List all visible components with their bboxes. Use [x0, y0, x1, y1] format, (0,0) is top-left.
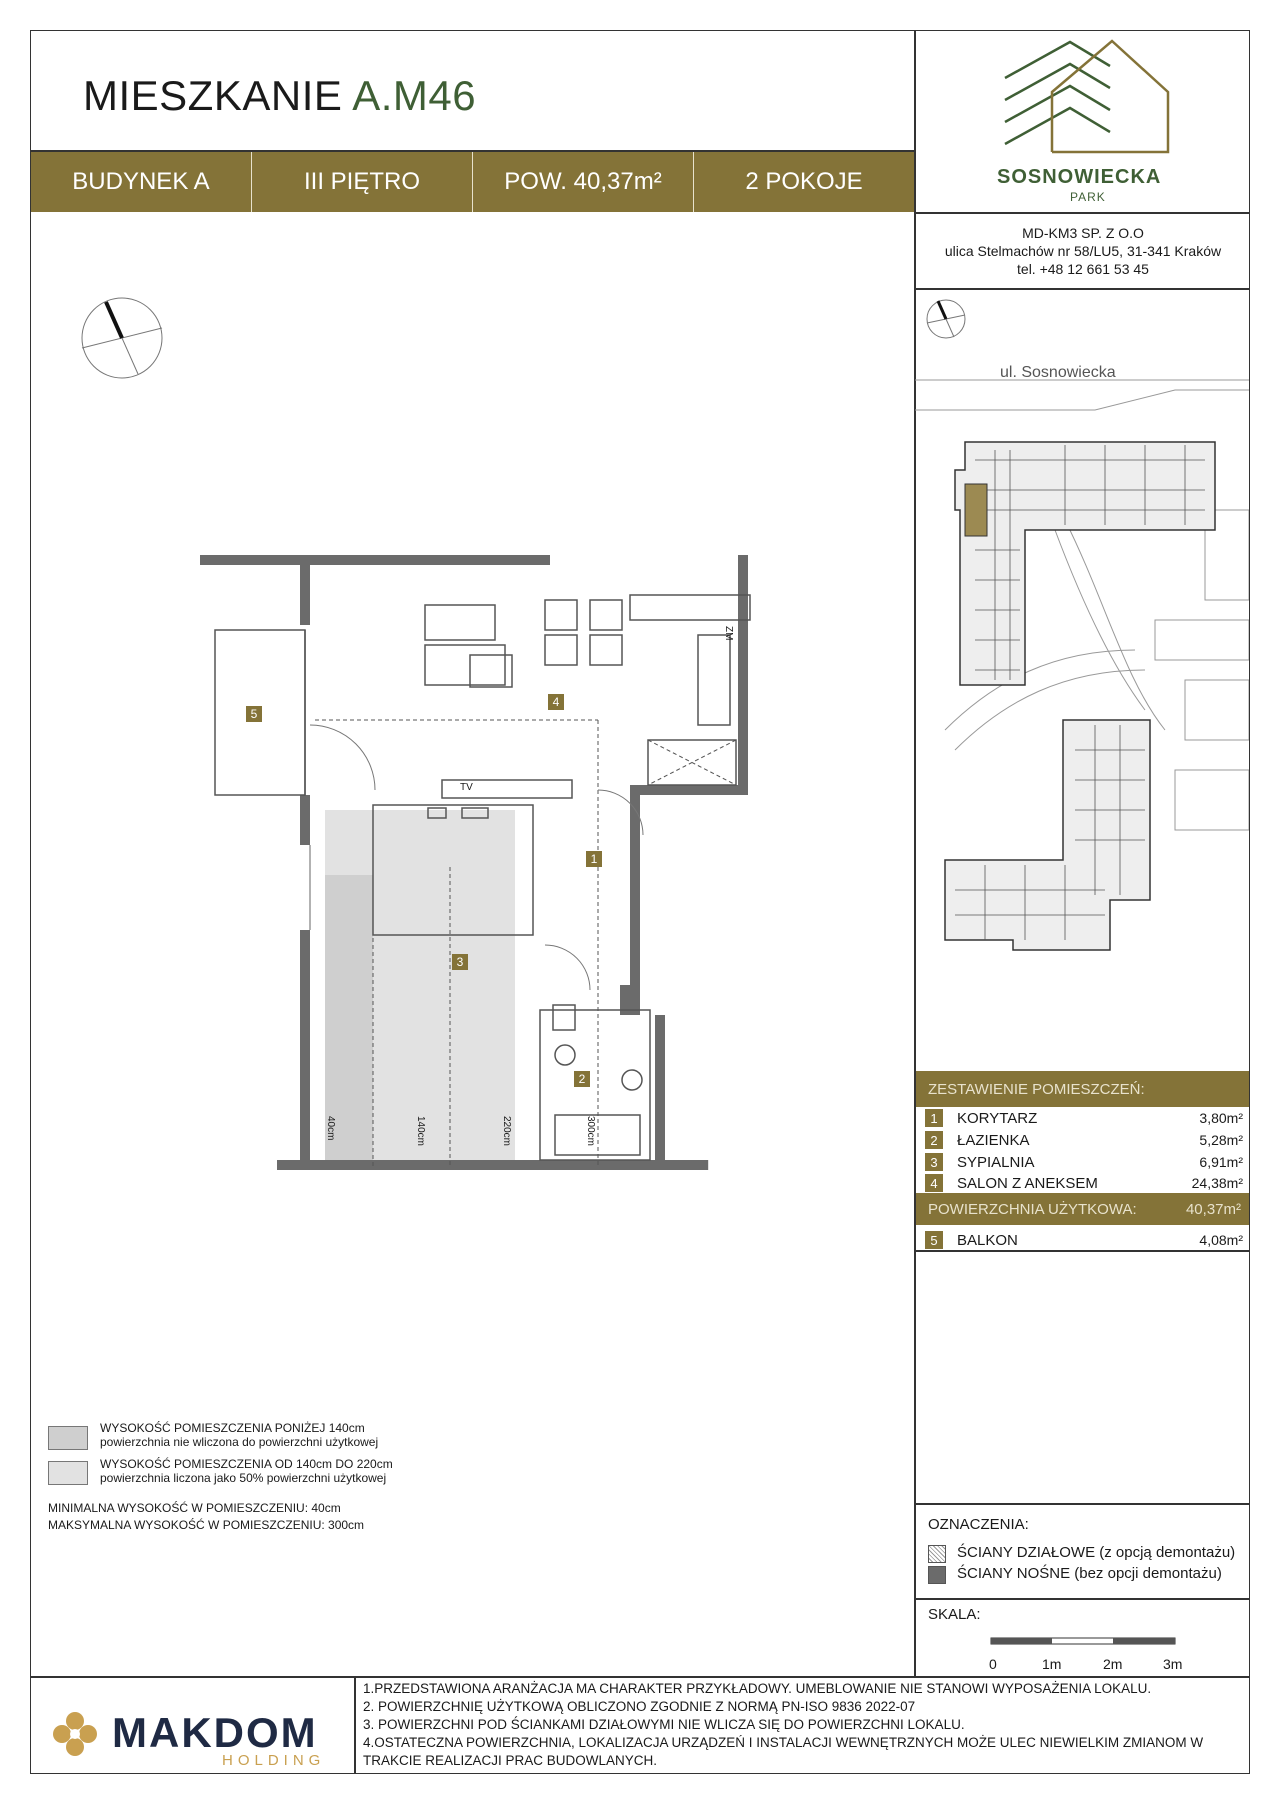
- row-num: 1: [925, 1109, 943, 1127]
- company-info: [916, 224, 1250, 278]
- row-num: 2: [925, 1131, 943, 1149]
- scale-label-2: 2m: [1103, 1656, 1123, 1672]
- company-address: ulica Stelmachów nr 58/LU5, 31-341 Kraków: [944, 243, 1222, 259]
- company-phone: tel. +48 12 661 53 45: [1017, 261, 1149, 277]
- row-name: SALON Z ANEKSEM: [957, 1174, 1098, 1192]
- table-bottom-rule: [914, 1250, 1250, 1252]
- row-area: 3,80m²: [1199, 1110, 1243, 1126]
- dim-140: 140cm: [415, 1116, 426, 1147]
- makdom-flower-icon: [52, 1711, 98, 1757]
- loadbearing-label: ŚCIANY NOŚNE (bez opcji demontażu): [957, 1565, 1222, 1582]
- apartment-info-bar: [31, 152, 914, 212]
- footer-rule: [30, 1676, 1250, 1678]
- row-num: 4: [925, 1174, 943, 1192]
- logo-sub: PARK: [1070, 190, 1106, 204]
- row-name: SYPIALNIA: [957, 1153, 1035, 1171]
- partition-label: ŚCIANY DZIAŁOWE (z opcją demontażu): [957, 1544, 1236, 1561]
- legend-mid-title: WYSOKOŚĆ POMIESZCZENIA OD 140cm DO 220cm: [100, 1457, 393, 1471]
- note-3: 3. POWIERZCHNI POD ŚCIANKAMI DZIAŁOWYMI NIE WLICZA SIĘ DO POWIERZCHNI LOKALU.: [363, 1717, 965, 1732]
- row-area: 6,91m²: [1199, 1154, 1243, 1170]
- table-row: [925, 1173, 1243, 1193]
- room-4-marker: 4: [548, 694, 564, 710]
- mid-height-zone: [373, 810, 515, 1165]
- room-2-marker: 2: [574, 1071, 590, 1087]
- row-area: 5,28m²: [1199, 1132, 1243, 1148]
- row-num: 3: [925, 1153, 943, 1171]
- floor-plan: [200, 555, 760, 1185]
- legend-mid-text: [100, 1457, 393, 1485]
- street-label: ul. Sosnowiecka: [1000, 364, 1116, 381]
- sosnowiecka-logo-icon: [1000, 38, 1170, 158]
- max-height: MAKSYMALNA WYSOKOŚĆ W POMIESZCZENIU: 300cm: [48, 1518, 365, 1532]
- dim-220: 220cm: [501, 1116, 512, 1147]
- rooms-table-header: ZESTAWIENIE POMIESZCZEŃ:: [916, 1071, 1249, 1107]
- room-1-marker: 1: [586, 851, 602, 867]
- rooms-label: 2 POKOJE: [745, 168, 863, 195]
- company-name: MD-KM3 SP. Z O.O: [1022, 225, 1144, 241]
- compass-icon: [80, 296, 164, 380]
- logo-rule: [914, 212, 1250, 214]
- markings-rule: [914, 1503, 1250, 1505]
- room-5-marker: 5: [246, 706, 262, 722]
- row-area: 24,38m²: [1191, 1175, 1243, 1191]
- page-title: [83, 72, 476, 120]
- company-rule: [914, 288, 1250, 290]
- row-num: 5: [925, 1231, 943, 1249]
- brand-sub: HOLDING: [222, 1752, 326, 1769]
- legend-low-text: [100, 1421, 378, 1449]
- brand-divider: [354, 1676, 356, 1774]
- loadbearing-swatch: [928, 1566, 946, 1584]
- room-3-marker: 3: [452, 954, 468, 970]
- area-label: POW. 40,37m²: [473, 152, 694, 212]
- scale-label-3: 3m: [1163, 1656, 1183, 1672]
- legend-mid-swatch: [48, 1461, 88, 1485]
- disclaimer-notes: [363, 1680, 1243, 1770]
- legend-low-title: WYSOKOŚĆ POMIESZCZENIA PONIŻEJ 140cm: [100, 1421, 365, 1435]
- table-row: [925, 1152, 1243, 1172]
- table-row: [925, 1230, 1243, 1250]
- row-name: ŁAZIENKA: [957, 1131, 1030, 1149]
- total-label: POWIERZCHNIA UŻYTKOWA:: [928, 1200, 1137, 1218]
- logo-name: SOSNOWIECKA: [997, 166, 1162, 188]
- note-4: 4.OSTATECZNA POWIERZCHNIA, LOKALIZACJA URZĄDZEŃ I INSTALACJI WEWNĘTRZNYCH MOŻE ULEC NIEWIELKIM ZMIANOM W TRAKCIE REALIZACJI PRAC BUDOWLANYCH.: [363, 1735, 1204, 1768]
- site-compass-icon: [925, 298, 967, 340]
- legend-mid-sub: powierzchnia liczona jako 50% powierzchni użytkowej: [100, 1471, 387, 1485]
- table-row: [925, 1108, 1243, 1128]
- scale-bar: [990, 1636, 1176, 1646]
- usable-area-total: [916, 1193, 1249, 1225]
- note-1: 1.PRZEDSTAWIONA ARANŻACJA MA CHARAKTER PRZYKŁADOWY. UMEBLOWANIE NIE STANOWI WYPOSAŻENIA LOKALU.: [363, 1681, 1152, 1696]
- fridge-label: ZM: [723, 626, 734, 641]
- scale-title: SKALA:: [928, 1606, 981, 1623]
- scale-label-1: 1m: [1042, 1656, 1062, 1672]
- total-value: 40,37m²: [1185, 1200, 1241, 1218]
- dim-300: 300cm: [585, 1116, 596, 1147]
- floor-label: III PIĘTRO: [252, 152, 473, 212]
- dim-40: 40cm: [325, 1116, 336, 1141]
- legend-low-sub: powierzchnia nie wliczona do powierzchni użytkowej: [100, 1435, 379, 1449]
- partition-swatch: [928, 1545, 946, 1563]
- brand-name: MAKDOM: [112, 1709, 318, 1756]
- note-2: 2. POWIERZCHNIĘ UŻYTKOWĄ OBLICZONO ZGODNIE Z NORMĄ PN-ISO 9836 2022-07: [363, 1699, 916, 1714]
- building-label: BUDYNEK A: [31, 152, 252, 212]
- site-plan: [915, 350, 1249, 1070]
- min-height: MINIMALNA WYSOKOŚĆ W POMIESZCZENIU: 40cm: [48, 1501, 341, 1515]
- legend-low-swatch: [48, 1426, 88, 1450]
- row-name: KORYTARZ: [957, 1109, 1038, 1127]
- row-name: BALKON: [957, 1231, 1018, 1249]
- scale-rule: [914, 1598, 1250, 1600]
- title-code: A.M46: [352, 72, 477, 119]
- scale-label-0: 0: [989, 1656, 997, 1672]
- title-prefix: MIESZKANIE: [83, 72, 343, 119]
- table-row: [925, 1130, 1243, 1150]
- markings-title: OZNACZENIA:: [928, 1516, 1029, 1533]
- row-area: 4,08m²: [1199, 1232, 1243, 1248]
- tv-label: TV: [460, 782, 473, 793]
